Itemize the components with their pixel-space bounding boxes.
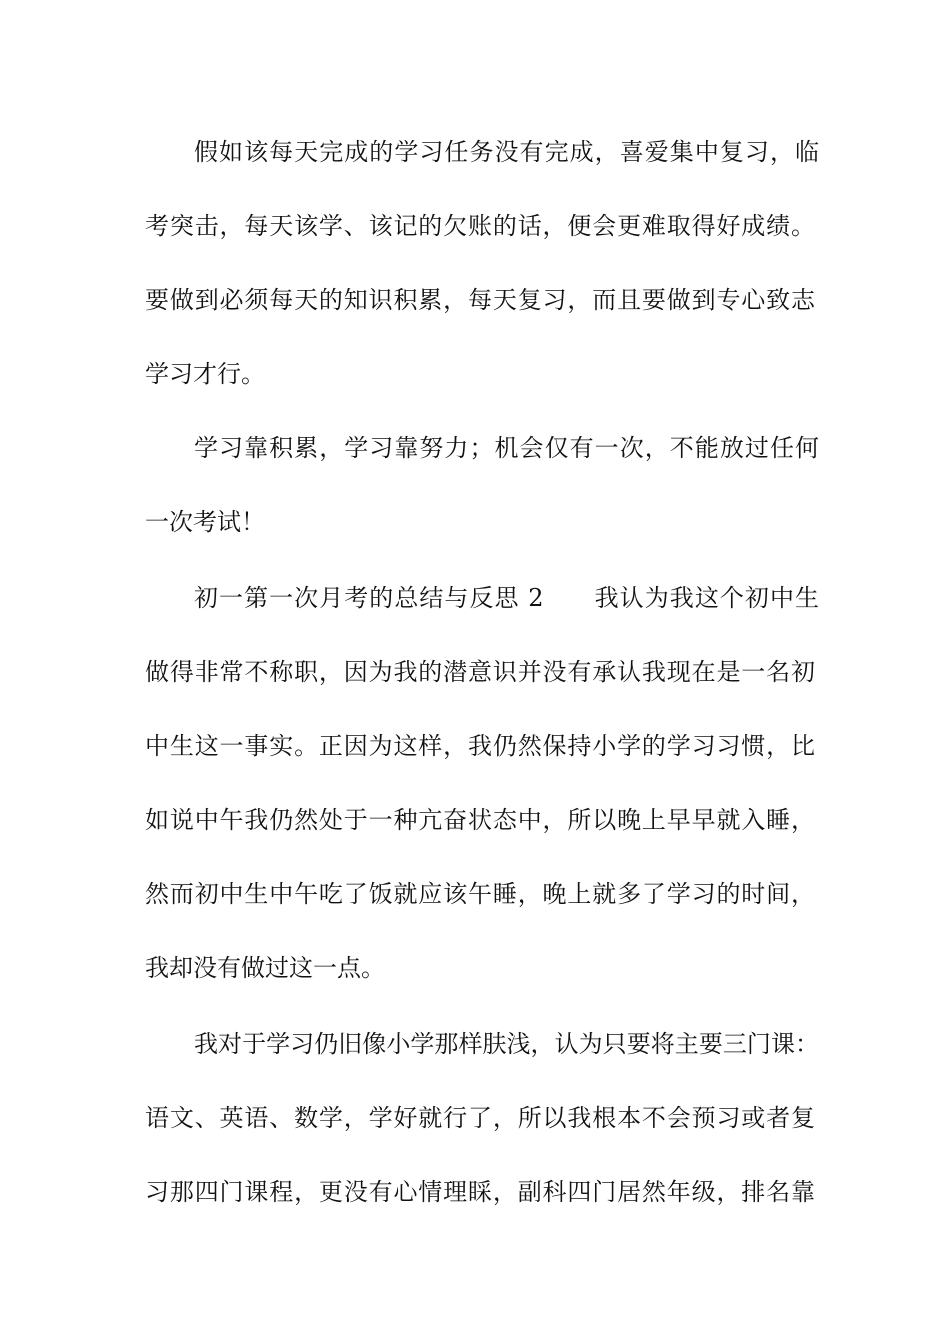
text-line: 我却没有做过这一点。 xyxy=(145,954,385,982)
text-line: 要做到必须每天的知识积累，每天复习，而且要做到专心致志 xyxy=(145,286,815,314)
text-line: 习那四门课程，更没有心情理睬，副科四门居然年级，排名靠 xyxy=(145,1178,815,1206)
text-line: 学习靠积累，学习靠努力；机会仅有一次，不能放过任何 xyxy=(194,434,819,462)
text-line: 假如该每天完成的学习任务没有完成，喜爱集中复习，临 xyxy=(194,138,819,166)
text-line: 一次考试！ xyxy=(145,508,265,536)
text-line: 学习才行。 xyxy=(145,360,265,388)
text-line: 我对于学习仍旧像小学那样肤浅，认为只要将主要三门课： xyxy=(194,1030,819,1058)
text-line: 语文、英语、数学，学好就行了，所以我根本不会预习或者复 xyxy=(145,1104,815,1132)
text-line: 如说中午我仍然处于一种亢奋状态中，所以晚上早早就入睡， xyxy=(145,806,815,834)
text-line: 考突击，每天该学、该记的欠账的话，便会更难取得好成绩。 xyxy=(145,212,815,240)
text-line: 做得非常不称职，因为我的潜意识并没有承认我现在是一名初 xyxy=(145,658,815,686)
text-line: 然而初中生中午吃了饭就应该午睡，晚上就多了学习的时间， xyxy=(145,880,815,908)
text-line: 初一第一次月考的总结与反思 2 我认为我这个初中生 xyxy=(194,584,819,612)
text-line: 中生这一事实。正因为这样，我仍然保持小学的学习习惯，比 xyxy=(145,732,815,760)
